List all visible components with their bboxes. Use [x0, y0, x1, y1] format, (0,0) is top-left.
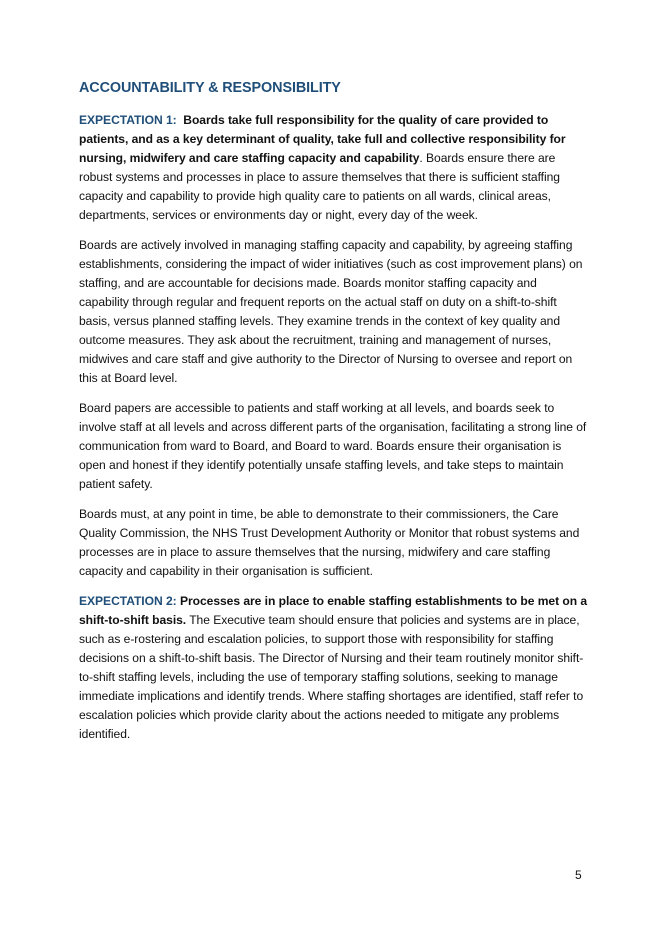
expectation-1-statement: Boards take full responsibility for the quality of care provided to patients, and as a key determinant of quality, take full and collective responsibility for nursing, midwifery and care staffing capacity and capability — [79, 113, 566, 165]
paragraph-board-papers: Board papers are accessible to patients and staff working at all levels, and boards seek to involve staff at all levels and across different parts of the organisation, facilitating a strong line of communication from ward to Board, and Board to ward. Boards ensure their organisation is open and honest if they identify potentially unsafe staffing levels, and take steps to maintain patient safety. — [79, 401, 587, 491]
expectation-1-paragraph — [79, 111, 589, 225]
paragraph-demonstrate-assurance: Boards must, at any point in time, be able to demonstrate to their commissioners, the Care Quality Commission, the NHS Trust Development Authority or Monitor that robust systems and processes are in place to assure themselves that the nursing, midwifery and care staffing capacity and capability in their organisation is sufficient. — [79, 507, 580, 578]
expectation-2-body: The Executive team should ensure that policies and systems are in place, such as e-rostering and escalation policies, to support those with responsibility for staffing decisions on a shift-to-shift basis. The Director of Nursing and their team routinely monitor shift-to-shift staffing levels, including the use of temporary staffing solutions, seeking to manage immediate implications and identify trends. Where staffing shortages are identified, staff refer to escalation policies which provide clarity about the actions needed to mitigate any problems identified. — [79, 613, 584, 741]
expectation-1-label: EXPECTATION 1: — [79, 113, 177, 127]
section-heading: ACCOUNTABILITY & RESPONSIBILITY — [79, 80, 341, 96]
expectation-2-paragraph — [79, 592, 589, 744]
page-content — [79, 78, 589, 755]
expectation-2-statement: Processes are in place to enable staffing establishments to be met on a shift-to-shift basis. — [79, 594, 588, 627]
page-number: 5 — [575, 868, 582, 882]
paragraph-board-involvement: Boards are actively involved in managing staffing capacity and capability, by agreeing staffing establishments, considering the impact of wider initiatives (such as cost improvement plans) on staffing, and are accountable for decisions made. Boards monitor staffing capacity and capability through regular and frequent reports on the actual staff on duty on a shift-to-shift basis, versus planned staffing levels. They examine trends in the context of key quality and outcome measures. They ask about the recruitment, training and management of nurses, midwives and care staff and give authority to the Director of Nursing to oversee and report on this at Board level. — [79, 238, 583, 385]
expectation-2-label: EXPECTATION 2: — [79, 594, 177, 608]
expectation-1-body: . Boards ensure there are robust systems and processes in place to assure themselves that there is sufficient staffing capacity and capability to provide high quality care to patients on all wards, clinical areas, departments, services or environments day or night, every day of the week. — [79, 151, 560, 222]
